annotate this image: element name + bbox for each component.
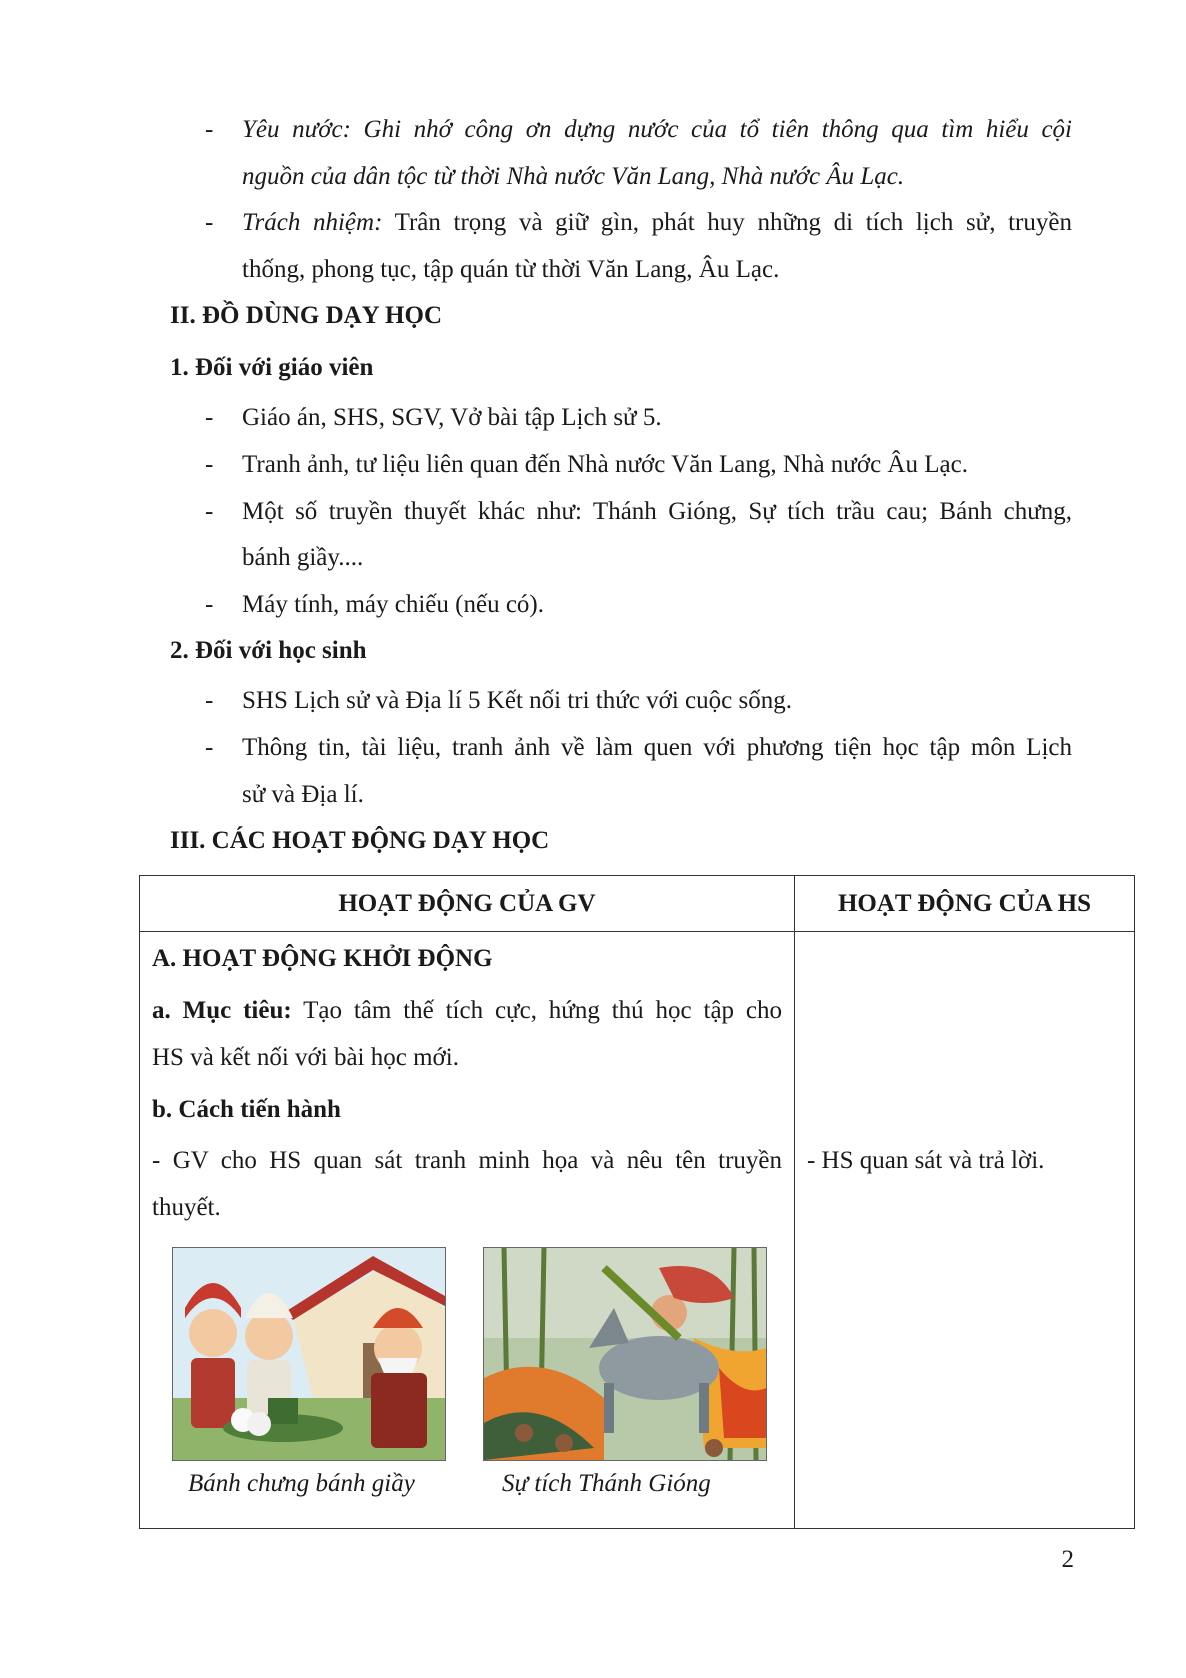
cach-title: b. Cách tiến hành <box>152 1096 341 1123</box>
yeu-nuoc-line1: Yêu nước: Ghi nhớ công ơn dựng nước của tổ tiên thông qua tìm hiểu cội <box>242 116 1073 143</box>
activities-table <box>139 875 1135 1529</box>
gv-cell <box>140 932 795 1529</box>
teacher-item: Máy tính, máy chiếu (nếu có). <box>242 591 544 618</box>
yeu-nuoc-line2: nguồn của dân tộc từ thời Nhà nước Văn Lang, Nhà nước Âu Lạc. <box>242 163 905 190</box>
list-dash: - <box>205 734 214 761</box>
list-dash: - <box>205 687 214 714</box>
gv-line2: thuyết. <box>152 1194 221 1221</box>
trach-nhiem-line1: Trách nhiệm: Trân trọng và giữ gìn, phát huy những di tích lịch sử, truyền <box>242 209 1072 236</box>
teacher-item: Tranh ảnh, tư liệu liên quan đến Nhà nước Văn Lang, Nhà nước Âu Lạc. <box>242 451 968 478</box>
banh-chung-picture <box>173 1248 445 1460</box>
table-header-row <box>140 876 1135 932</box>
muc-tieu-line2: HS và kết nối với bài học mới. <box>152 1044 459 1071</box>
student-item-cont: sử và Địa lí. <box>242 781 364 808</box>
list-dash: - <box>205 498 214 525</box>
thanh-giong-illustration <box>483 1247 767 1461</box>
teacher-item: Một số truyền thuyết khác như: Thánh Gióng, Sự tích trầu cau; Bánh chưng, <box>242 498 1072 525</box>
teacher-item: Giáo án, SHS, SGV, Vở bài tập Lịch sử 5. <box>242 404 662 431</box>
student-item: Thông tin, tài liệu, tranh ảnh về làm quen với phương tiện học tập môn Lịch <box>242 734 1072 761</box>
header-gv: HOẠT ĐỘNG CỦA GV <box>140 876 795 932</box>
list-dash: - <box>205 451 214 478</box>
page-number: 2 <box>1061 1546 1074 1573</box>
table-row <box>140 932 1135 1529</box>
section-ii-title: II. ĐỒ DÙNG DẠY HỌC <box>170 302 442 329</box>
banh-chung-illustration <box>172 1247 446 1461</box>
trach-nhiem-line2: thống, phong tục, tập quán từ thời Văn Lang, Âu Lạc. <box>242 256 780 283</box>
gv-line1: - GV cho HS quan sát tranh minh họa và nêu tên truyền <box>152 1147 782 1174</box>
section-iii-title: III. CÁC HOẠT ĐỘNG DẠY HỌC <box>170 827 550 854</box>
list-dash: - <box>205 404 214 431</box>
thanh-giong-picture <box>484 1248 766 1460</box>
caption-thanh-giong: Sự tích Thánh Gióng <box>502 1470 711 1497</box>
student-item: SHS Lịch sử và Địa lí 5 Kết nối tri thức với cuộc sống. <box>242 687 792 714</box>
muc-tieu-line1: a. Mục tiêu: Tạo tâm thế tích cực, hứng thú học tập cho <box>152 997 783 1024</box>
list-dash: - <box>205 209 214 236</box>
teacher-title: 1. Đối với giáo viên <box>170 354 374 381</box>
caption-banh-chung: Bánh chưng bánh giầy <box>188 1470 415 1497</box>
list-dash: - <box>205 116 214 143</box>
teacher-item-cont: bánh giầy.... <box>242 544 364 571</box>
a-title: A. HOẠT ĐỘNG KHỞI ĐỘNG <box>152 945 493 972</box>
student-title: 2. Đối với học sinh <box>170 637 367 664</box>
hs-text: - HS quan sát và trả lời. <box>806 1147 1045 1174</box>
header-hs: HOẠT ĐỘNG CỦA HS <box>794 876 1134 932</box>
list-dash: - <box>205 591 214 618</box>
hs-cell <box>794 932 1134 1529</box>
